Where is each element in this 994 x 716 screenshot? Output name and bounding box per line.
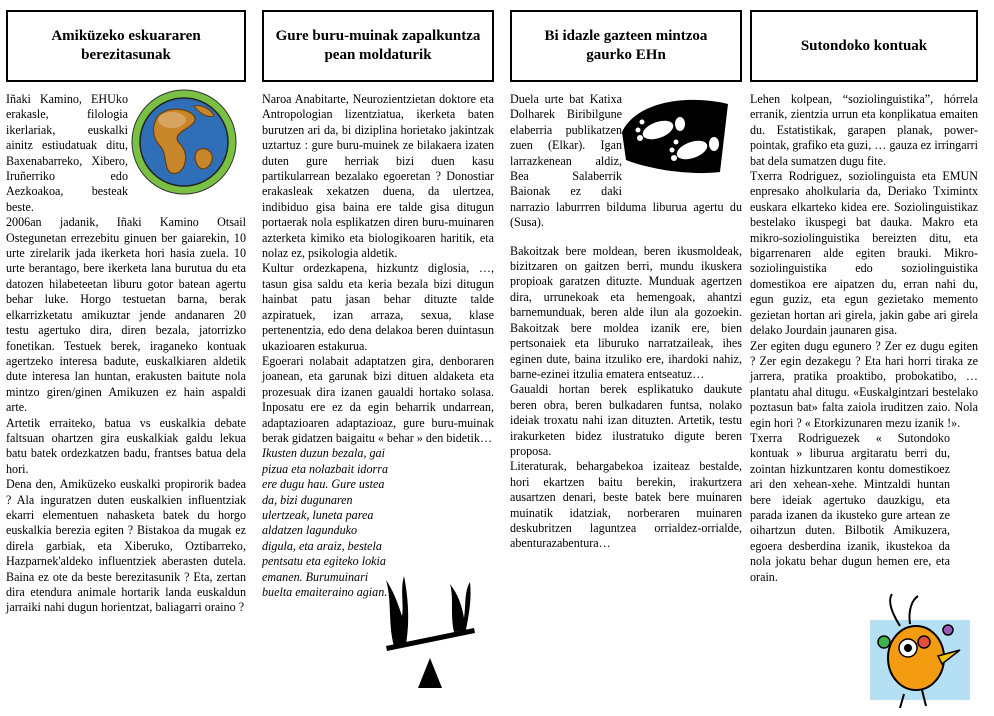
seesaw-figure-icon	[380, 570, 480, 690]
column-4-text	[750, 92, 978, 585]
paragraph: Naroa Anabitarte, Neurozientzietan doktore eta Antropologian lizentziatua, ikerketa baten burutzen ari da, bi diziplina horietako jakintzak uztartuz : gure buru-muinek ze bilakaera izaten duten gure herriak bizi duen kasu partikularrean bezalako egoeretan ? Donostiar erakasleak xekatzen duena, da ulertzea, indibiduo gisa baina ere talde gisa ditugun portaerak nola esplikatzen diren buru-muinaren azterketa kimiko eta biologikoaren haritik, eta nolaz ez, psikologia aldetik.	[262, 92, 494, 261]
column-3	[510, 10, 742, 552]
paragraph: Bakoitzak bere moldean, beren ikusmoldeak, bizitzaren on gaitzen berri, mundu ikuskera propioak garatzen dituzte. Munduak agertzen dira, urrunekoak eta hemengoak, ahantzi barnemunduak, beren alde ilun ala gozoekin. Bakoitzak bere moldea izanik ere, bien pertsonaiek eta liburuko narratzaileak, ihes eginen dute, baina itzuliko ere, ihardoki nahiz, barne-ezinei itzulia ematera entseatuz…	[510, 243, 742, 381]
italic-note: Ikusten duzun bezala, gai pizua eta nolazbait idorra ere dugu hau. Gure ustea da, bizi dugunaren ulertzeak, luneta parea aldatzen lagunduko digula, eta araiz, bestela pentsatu eta egiteko lokia emanen. Burumuinari buelta emaiteraino agian.	[262, 446, 388, 599]
paragraph: Artetik erraiteko, batua vs euskalkia debate faltsuan ohartzen gira euskalkiak galdu lekua batu batek ordezkatzen badu, frantses batua dela hori.	[6, 415, 246, 476]
paragraph: Txerra Rodriguez, soziolinguista eta EMUN enpresako aholkularia da, Deriako Tximintx euskara elkarteko kidea ere. Soziolinguistikaz bestelako ikuspegi bat dauka. Makro eta mikro-soziolinguistika bereizten ditu, eta bigarrenaren alde egiten brauki. Mikro-soziolinguistika edo soziolinguistika domestikoa ere aipatzen du, erran nahi du, egun guziz, eta egun gezietako memento gezietan hortan ari girela, jakin gabe ari girela delako Jourdain jaunaren gisa.	[750, 169, 978, 338]
column-4	[750, 10, 978, 585]
column-1-title: Amiküzeko eskuararen berezitasunak	[6, 10, 246, 82]
paragraph: Duela urte bat Katixa Dolharek Biribilgune elaberria publikatzen zuen (Elkar). Igan larrazkenean aldiz, Bea Salaberrik Baionak ez daki narrazio laburrren bilduma liburua agertu du (Susa).	[510, 92, 742, 230]
paragraph: Kultur ordezkapena, hizkuntz diglosia, …, tasun gisa saldu eta keria bezala bizi ditugun hainbat patu jasan behar dituzte talde azpiratuek, izan arraza, sexua, klase pertenentzia, edo dena delakoa beren duintasun ukazioaren estakurua.	[262, 261, 494, 353]
paragraph: Txerra Rodriguezek « Sutondoko kontuak » liburua argitaratu berri du, zointan hizkuntzaren kontu domestikoez ari den xehean-xehe. Mintzaldi huntan bere ideiak agertuko dauzkigu, eta parada izanen da ikusteko gure artean ze oihartzun duten. Bilbotik Amikuzera, egoera desberdina izanik, ikustekoa da nola jokatu behar dugun hemen ere, eta orain.	[750, 430, 950, 584]
paragraph: Iñaki Kamino, EHUko erakasle, filologia ikerlariak, euskalki ainitz estiudatuak ditu, Baxenabarreko, Xibero, Iruñerriko edo Aezkoakoa, besteak beste.	[6, 92, 128, 214]
paragraph: Dena den, Amiküzeko euskalki propirorik badea ? Ala inguratzen duten euskalkien influentziak ekarri elementuen nahasketa batek du horgo euskalkia berezia egiten ? Bistakoa da mugak ez direla garbiak, eta Xiberuko, Oztibarreko, Hazparnek'aldeko influentziek aberasten dutela. Baina ez ote da beste berezitasunik ? Eta, zertan dira etendura animale hortarik landa euskaldun jarraiki nahi dugun horientzat, baliagarri oraino ?	[6, 477, 246, 615]
globe-icon	[128, 86, 240, 198]
column-3-title: Bi idazle gazteen mintzoa gaurko EHn	[510, 10, 742, 82]
paragraph: Literaturak, behargabekoa izaiteaz bestalde, hori ekartzen baitu berekin, irakurtzera ausartzen denari, beste batek bere muinaren muinatik idatziak, norberaren muinaren deskubritzen laguntzea orrialdez-orrialde, abenturazabentura…	[510, 459, 742, 551]
paragraph: 2006an jadanik, Iñaki Kamino Otsail Ostegunetan errezebitu ginuen ber gaiarekin, 10 urte zirelarik jada ikerketa hori hasia zuela. 10 urte berantago, bere ikerketa lana burutua du eta datozen hilabeteetan liburu gotor batean agertu behar luke. Horgo testuetan barna, berak elkarrizketatu amikuztar jende andanaren 20 testu agertuko dira, diren bezala, jatorrizko fonetikan. Testuek berek, iraganeko kontuak agertzeko interesa badute, euskalkiaren aldetik dute interesa lan huntan, erakusten baitute nola mintzo giren/ginen Amikuzen ez hain aspaldi arte.	[6, 215, 246, 415]
paragraph: Zer egiten dugu egunero ? Zer ez dugu egiten ? Zer egin dezakegu ? Eta hari horri tiraka ze jarrera, pratika proaktibo, probokatibo, … plantatu ahal ditugu. «Euskalgintzari bestelako poztasun bat» falta zaiola iruditzen zaio. Nola egin hori ? « Etorkizunaren mezu izanik !».	[750, 338, 978, 430]
paragraph: Egoerari nolabait adaptatzen gira, denboraren joanean, eta garunak bizi dituen aldaketa eta prozesuak dira izanen gaualdi hortako solasa. Inposatu ere ez da egin beharrik undarrean, adaptazioaren adaptazioaz, gure buru-muinak berak gidatzen baigaitu « behar » den bidetik…	[262, 353, 494, 445]
column-2-text	[262, 92, 494, 600]
bird-creature-icon	[860, 590, 980, 710]
column-4-title: Sutondoko kontuak	[750, 10, 978, 82]
paragraph: Lehen kolpean, “soziolinguistika”, hórrela erranik, zientzia urrun eta konplikatua emaiten du. Estatistikak, garapen planak, power-pointak, grafiko eta guzi, … gauza ez irringarri bat dela sumatzen dugu fite.	[750, 92, 979, 168]
column-2-title: Gure buru-muinak zapalkuntza pean moldaturik	[262, 10, 494, 82]
column-2	[262, 10, 494, 600]
footprints-icon	[616, 94, 736, 178]
paragraph: Gaualdi hortan berek esplikatuko daukute beren obra, beren bulkadaren funtsa, nolako ideiak troxatu nahi izan dituzten. Artetik, testu irakurketen bidez ilustratuko digute beren proposa.	[510, 382, 742, 458]
